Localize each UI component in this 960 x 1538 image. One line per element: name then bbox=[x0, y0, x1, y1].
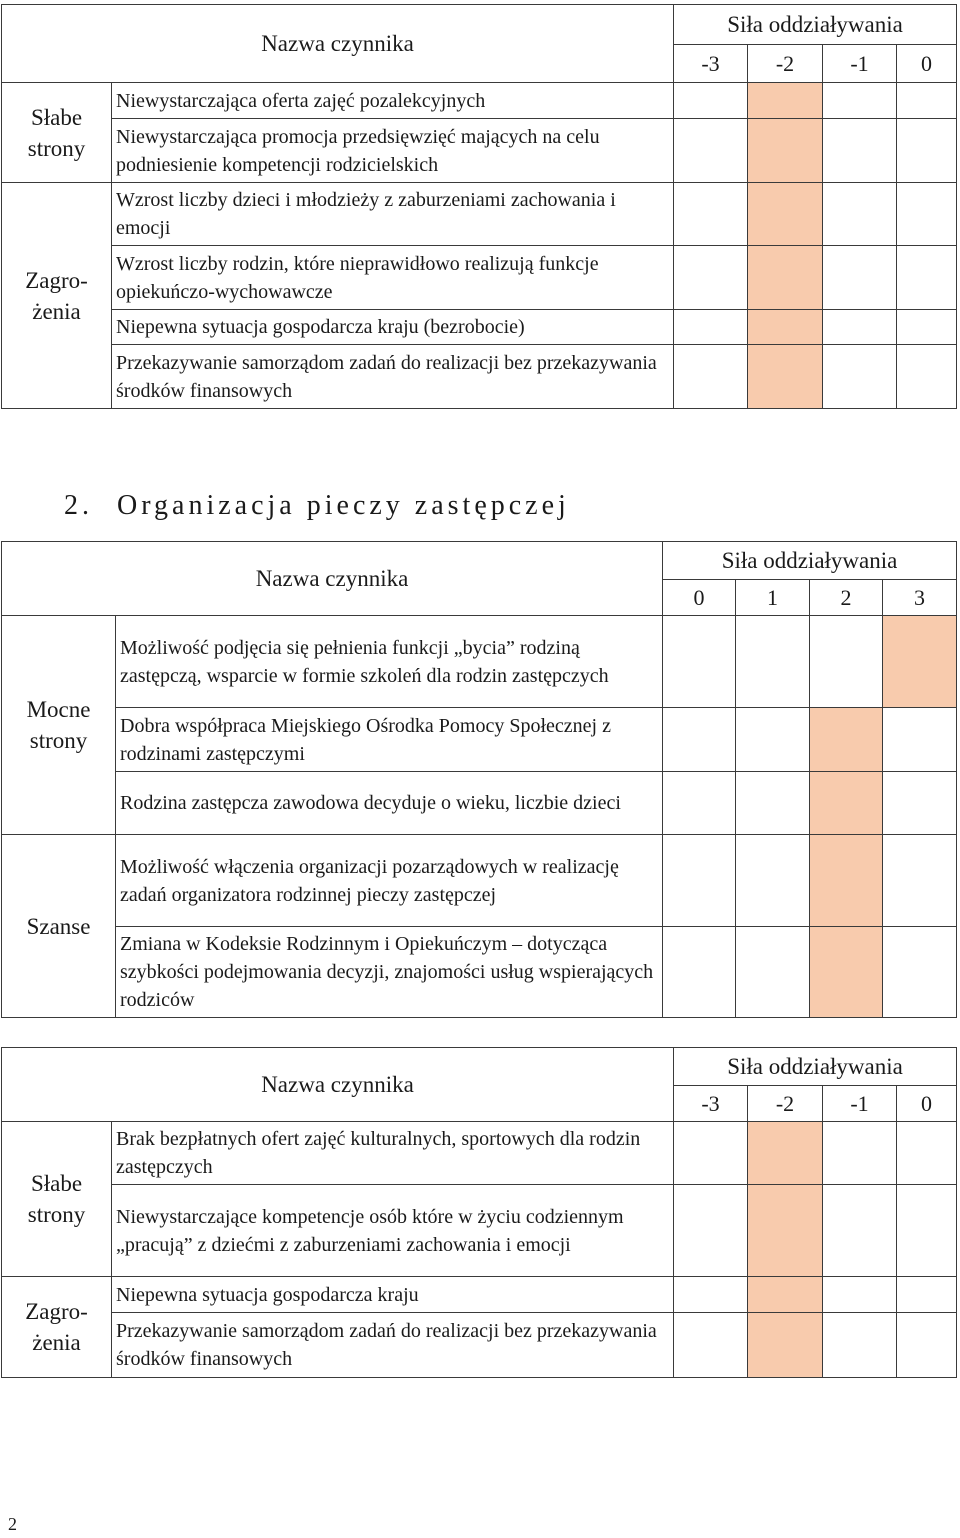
strength-cell bbox=[883, 708, 957, 772]
factor-text: Niewystarczająca promocja przedsięwzięć mających na celu podniesienie kompetencji rodzicielskich bbox=[112, 119, 674, 183]
strength-cell bbox=[897, 1277, 957, 1313]
scale-label: 0 bbox=[897, 45, 957, 83]
strength-cell-marked bbox=[748, 345, 823, 409]
strength-header: Siła oddziaływania bbox=[674, 1048, 957, 1086]
strength-cell bbox=[663, 708, 736, 772]
strength-cell-marked bbox=[810, 927, 883, 1018]
scale-label: 0 bbox=[897, 1086, 957, 1122]
name-header: Nazwa czynnika bbox=[2, 1048, 674, 1122]
strength-cell bbox=[674, 1313, 748, 1378]
strength-cell-marked bbox=[748, 119, 823, 183]
factor-text: Zmiana w Kodeksie Rodzinnym i Opiekuńczym – dotycząca szybkości podejmowania decyzji, znajomości usług wspierających rodziców bbox=[116, 927, 663, 1018]
factor-text: Niepewna sytuacja gospodarcza kraju bbox=[112, 1277, 674, 1313]
section-title: Organizacja pieczy zastępczej bbox=[117, 490, 570, 521]
factor-text: Niepewna sytuacja gospodarcza kraju (bezrobocie) bbox=[112, 310, 674, 345]
scale-label: 2 bbox=[810, 580, 883, 616]
strength-cell bbox=[674, 1185, 748, 1277]
strength-cell bbox=[674, 1122, 748, 1185]
factor-text: Wzrost liczby dzieci i młodzieży z zaburzeniami zachowania i emocji bbox=[112, 183, 674, 246]
strength-cell bbox=[897, 1185, 957, 1277]
strength-cell bbox=[897, 119, 957, 183]
strength-cell bbox=[674, 345, 748, 409]
scale-label: 0 bbox=[663, 580, 736, 616]
section-heading bbox=[64, 490, 570, 522]
strength-cell bbox=[674, 183, 748, 246]
strength-cell-marked bbox=[810, 708, 883, 772]
strength-cell bbox=[736, 772, 810, 835]
factor-text: Niewystarczające kompetencje osób które w życiu codziennym „pracują” z dziećmi z zaburzeniami zachowania i emocji bbox=[112, 1185, 674, 1277]
scale-label: -2 bbox=[748, 45, 823, 83]
section-number: 2. bbox=[64, 490, 93, 521]
strength-cell bbox=[674, 246, 748, 310]
category-label: Szanse bbox=[2, 835, 116, 1018]
factor-text: Dobra współpraca Miejskiego Ośrodka Pomocy Społecznej z rodzinami zastępczymi bbox=[116, 708, 663, 772]
strength-header: Siła oddziaływania bbox=[674, 5, 957, 45]
strength-cell bbox=[736, 616, 810, 708]
name-header: Nazwa czynnika bbox=[2, 542, 663, 616]
strength-cell bbox=[883, 835, 957, 927]
strength-cell-marked bbox=[748, 1185, 823, 1277]
strength-cell bbox=[897, 345, 957, 409]
strength-cell bbox=[897, 183, 957, 246]
strength-cell-marked bbox=[748, 83, 823, 119]
factor-text: Przekazywanie samorządom zadań do realizacji bez przekazywania środków finansowych bbox=[112, 345, 674, 409]
strength-cell bbox=[823, 345, 897, 409]
strength-cell bbox=[823, 1277, 897, 1313]
strength-cell bbox=[810, 616, 883, 708]
swot-table-2 bbox=[1, 541, 957, 1018]
strength-cell bbox=[883, 927, 957, 1018]
scale-label: -3 bbox=[674, 45, 748, 83]
factor-text: Rodzina zastępcza zawodowa decyduje o wieku, liczbie dzieci bbox=[116, 772, 663, 835]
strength-cell bbox=[663, 772, 736, 835]
strength-cell bbox=[823, 119, 897, 183]
strength-cell bbox=[897, 1313, 957, 1378]
strength-cell bbox=[823, 83, 897, 119]
strength-cell bbox=[674, 119, 748, 183]
scale-label: -2 bbox=[748, 1086, 823, 1122]
scale-label: 3 bbox=[883, 580, 957, 616]
strength-cell bbox=[823, 1185, 897, 1277]
scale-label: -1 bbox=[823, 45, 897, 83]
strength-cell bbox=[823, 246, 897, 310]
category-label: Mocne strony bbox=[2, 616, 116, 835]
strength-cell-marked bbox=[748, 183, 823, 246]
swot-table-3 bbox=[1, 1047, 957, 1378]
strength-cell-marked bbox=[883, 616, 957, 708]
strength-cell bbox=[663, 835, 736, 927]
factor-text: Wzrost liczby rodzin, które nieprawidłowo realizują funkcje opiekuńczo-wychowawcze bbox=[112, 246, 674, 310]
category-label: Zagro-żenia bbox=[2, 183, 112, 409]
strength-cell bbox=[823, 310, 897, 345]
strength-cell bbox=[823, 183, 897, 246]
strength-cell-marked bbox=[748, 1122, 823, 1185]
scale-label: 1 bbox=[736, 580, 810, 616]
factor-text: Możliwość podjęcia się pełnienia funkcji „bycia” rodziną zastępczą, wsparcie w formie szkoleń dla rodzin zastępczych bbox=[116, 616, 663, 708]
strength-cell bbox=[823, 1313, 897, 1378]
strength-cell-marked bbox=[748, 246, 823, 310]
strength-cell-marked bbox=[748, 310, 823, 345]
scale-label: -1 bbox=[823, 1086, 897, 1122]
factor-text: Niewystarczająca oferta zajęć pozalekcyjnych bbox=[112, 83, 674, 119]
category-label: Słabe strony bbox=[2, 83, 112, 183]
strength-cell-marked bbox=[810, 835, 883, 927]
factor-text: Możliwość włączenia organizacji pozarządowych w realizację zadań organizatora rodzinnej pieczy zastępczej bbox=[116, 835, 663, 927]
swot-table-1 bbox=[1, 4, 957, 409]
factor-text: Brak bezpłatnych ofert zajęć kulturalnych, sportowych dla rodzin zastępczych bbox=[112, 1122, 674, 1185]
strength-cell bbox=[663, 927, 736, 1018]
strength-cell bbox=[663, 616, 736, 708]
name-header: Nazwa czynnika bbox=[2, 5, 674, 83]
strength-cell bbox=[736, 708, 810, 772]
category-label: Słabe strony bbox=[2, 1122, 112, 1277]
strength-cell bbox=[674, 83, 748, 119]
page-number: 2 bbox=[8, 1514, 17, 1534]
strength-cell bbox=[897, 1122, 957, 1185]
strength-cell bbox=[883, 772, 957, 835]
strength-cell bbox=[897, 83, 957, 119]
scale-label: -3 bbox=[674, 1086, 748, 1122]
strength-header: Siła oddziaływania bbox=[663, 542, 957, 580]
strength-cell bbox=[897, 310, 957, 345]
category-label: Zagro-żenia bbox=[2, 1277, 112, 1378]
strength-cell-marked bbox=[810, 772, 883, 835]
strength-cell bbox=[736, 835, 810, 927]
factor-text: Przekazywanie samorządom zadań do realizacji bez przekazywania środków finansowych bbox=[112, 1313, 674, 1378]
strength-cell bbox=[674, 310, 748, 345]
strength-cell-marked bbox=[748, 1277, 823, 1313]
strength-cell bbox=[897, 246, 957, 310]
strength-cell bbox=[736, 927, 810, 1018]
strength-cell bbox=[823, 1122, 897, 1185]
strength-cell bbox=[674, 1277, 748, 1313]
strength-cell-marked bbox=[748, 1313, 823, 1378]
